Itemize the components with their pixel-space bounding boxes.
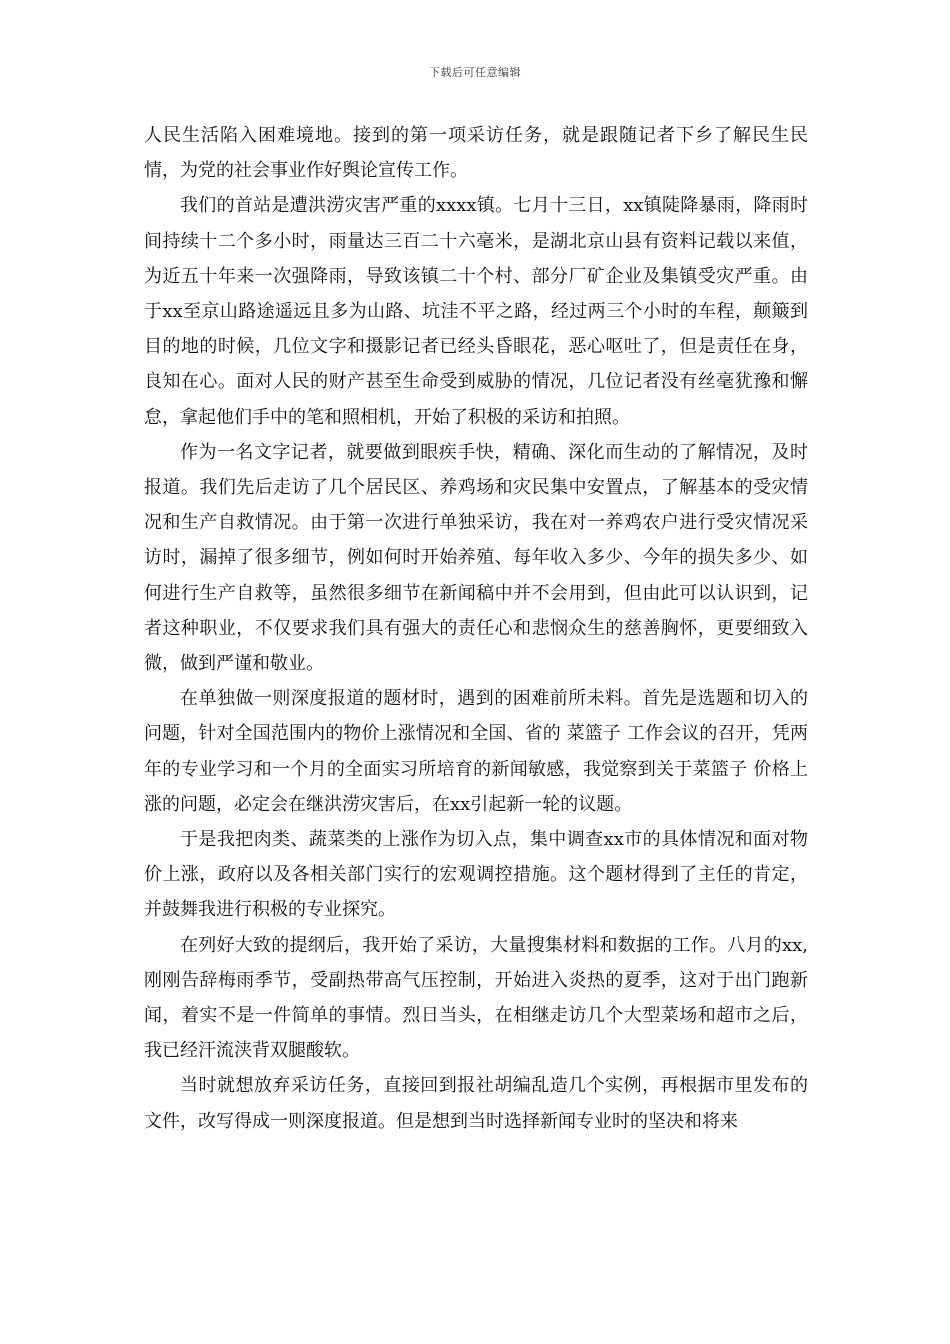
paragraph-4: 在单独做一则深度报道的题材时，遇到的困难前所未料。首先是选题和切入的问题，针对全国范围内的物价上涨情况和全国、省的 菜篮子 工作会议的召开，凭两年的专业学习和一个月的全面实习所培育的新闻敏感，我觉察到关于菜篮子 价格上涨的问题，必定会在继洪涝灾害后，在xx引起新一轮的议题。 — [144, 688, 808, 815]
paragraph-2: 我们的首站是遭洪涝灾害严重的xxxx镇。七月十三日，xx镇陡降暴雨，降雨时间持续十二个多小时，雨量达三百二十六毫米，是湖北京山县有资料记载以来值，为近五十年来一次强降雨，导致该镇二十个村、部分厂矿企业及集镇受灾严重。由于xx至京山路途遥远且多为山路、坑洼不平之路，经过两三个小时的车程，颠簸到目的地的时候，几位文字和摄影记者已经头昏眼花，恶心呕吐了，但是责任在身，良知在心。面对人民的财产甚至生命受到威胁的情况，几位记者没有丝毫犹豫和懈怠，拿起他们手中的笔和照相机，开始了积极的采访和拍照。 — [144, 195, 808, 428]
page-header: 下载后可任意编辑 — [429, 66, 521, 79]
paragraph-1: 人民生活陷入困难境地。接到的第一项采访任务，就是跟随记者下乡了解民生民情，为党的社会事业作好舆论宣传工作。 — [144, 125, 808, 182]
document-body — [144, 118, 808, 1139]
paragraph-7: 当时就想放弃采访任务，直接回到报社胡编乱造几个实例，再根据市里发布的文件，改写得成一则深度报道。但是想到当时选择新闻专业时的坚决和将来 — [144, 1075, 808, 1132]
paragraph-3: 作为一名文字记者，就要做到眼疾手快，精确、深化而生动的了解情况，及时报道。我们先后走访了几个居民区、养鸡场和灾民集中安置点，了解基本的受灾情况和生产自救情况。由于第一次进行单独采访，我在对一养鸡农户进行受灾情况采访时，漏掉了很多细节，例如何时开始养殖、每年收入多少、今年的损失多少、如何进行生产自救等，虽然很多细节在新闻稿中并不会用到，但由此可以认识到，记者这种职业，不仅要求我们具有强大的责任心和悲悯众生的慈善胸怀，更要细致入微，做到严谨和敬业。 — [144, 441, 808, 675]
paragraph-5: 于是我把肉类、蔬菜类的上涨作为切入点，集中调查xx市的具体情况和面对物价上涨，政府以及各相关部门实行的宏观调控措施。这个题材得到了主任的肯定，并鼓舞我进行积极的专业探究。 — [144, 829, 808, 921]
paragraph-6: 在列好大致的提纲后，我开始了采访，大量搜集材料和数据的工作。八月的xx,刚刚告辞梅雨季节，受副热带高气压控制，开始进入炎热的夏季，这对于出门跑新闻，着实不是一件简单的事情。烈日当头，在相继走访几个大型菜场和超市之后，我已经汗流浃背双腿酸软。 — [144, 934, 808, 1062]
